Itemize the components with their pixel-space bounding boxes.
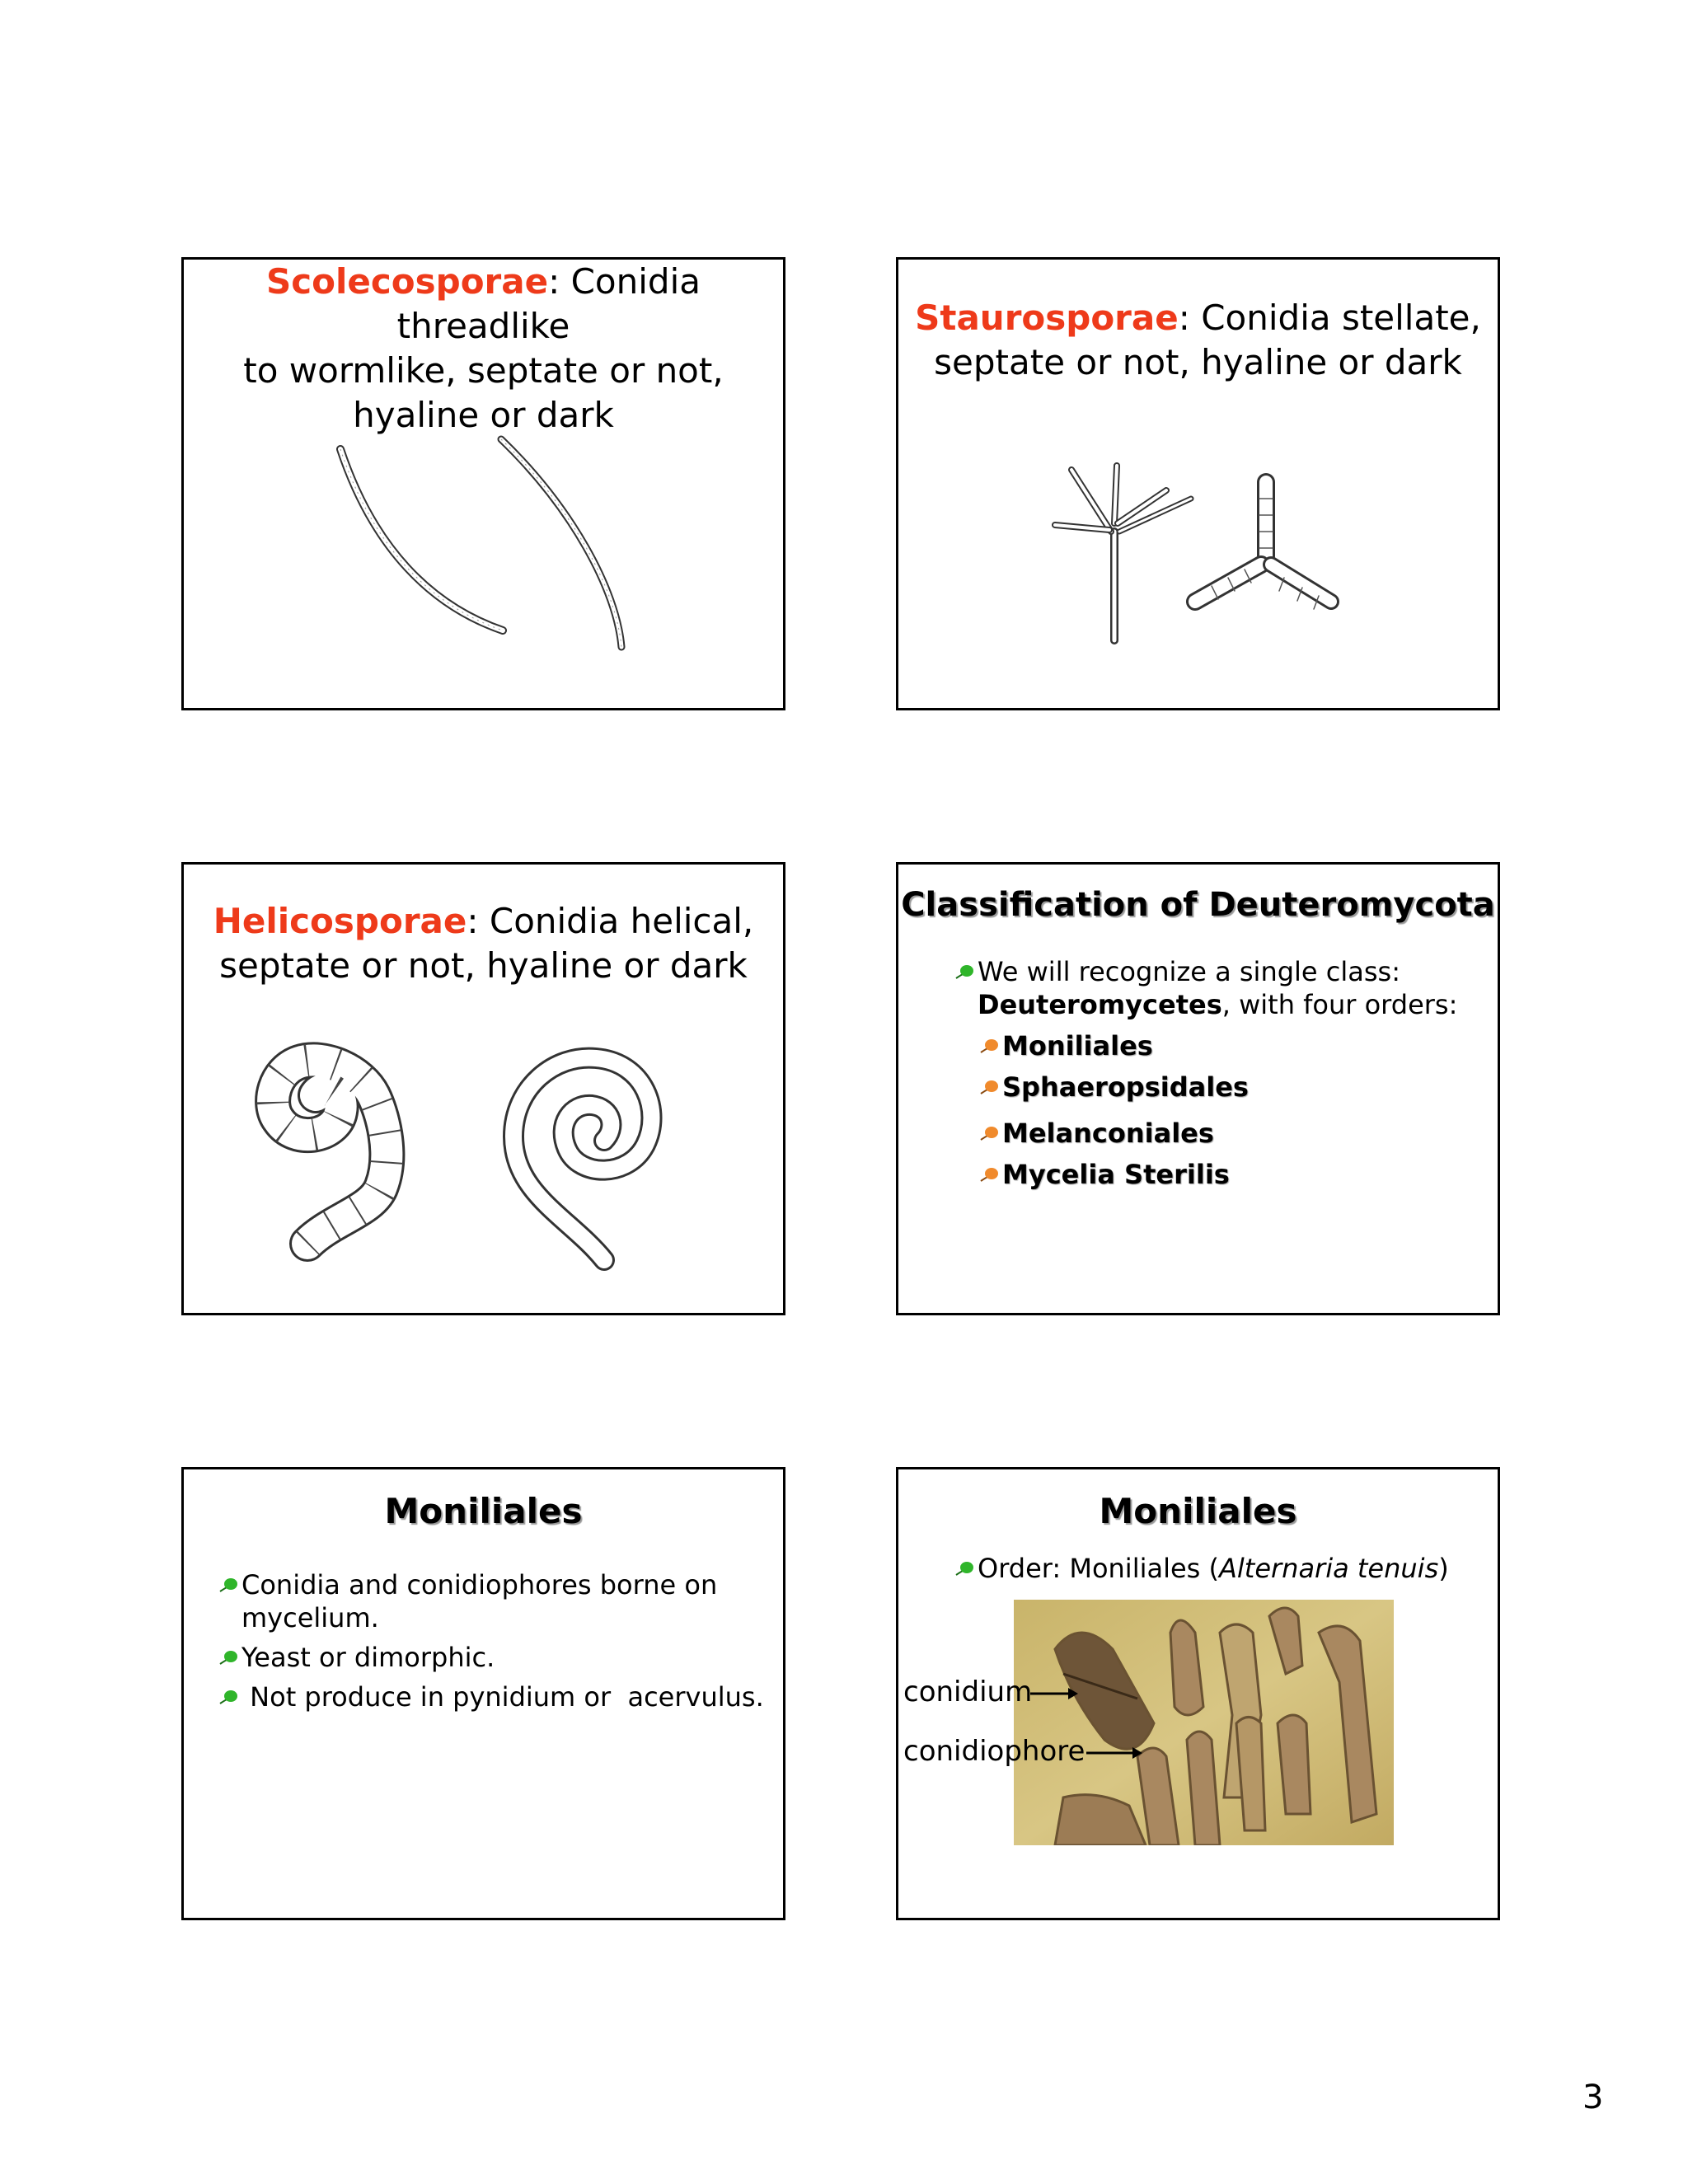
order-label: Mycelia Sterilis	[1002, 1159, 1230, 1190]
bullet-list	[954, 955, 1482, 1191]
bullet-list	[218, 1568, 762, 1713]
bullet-line-2-rest: , with four orders:	[1221, 989, 1458, 1020]
page-number: 3	[1582, 2079, 1604, 2116]
title-line-2: to wormlike, septate or not,	[243, 350, 724, 391]
slide-heading: Classification of Deuteromycota	[901, 886, 1495, 924]
slide-moniliales-1	[181, 1467, 785, 1920]
title-line-1: : Conidia stellate,	[1178, 298, 1481, 338]
green-bullet-icon	[954, 963, 974, 980]
order-label: Moniliales	[1002, 1030, 1153, 1062]
title-line-2: septate or not, hyaline or dark	[934, 342, 1462, 382]
title-line-1: : Conidia threadlike	[396, 261, 701, 346]
slide-heading: Moniliales	[384, 1491, 583, 1531]
bullet-item	[218, 1680, 762, 1713]
conidium-label	[903, 1675, 1032, 1708]
class-name: Deuteromycetes	[978, 989, 1222, 1020]
bullet-line: Yeast or dimorphic.	[241, 1642, 495, 1673]
threadlike-conidia-illustration	[184, 260, 788, 713]
bullet-item	[954, 955, 1482, 1021]
bullet-line: Conidia and conidiophores borne on	[241, 1569, 718, 1601]
species-name: Alternaria tenuis	[1218, 1553, 1439, 1584]
orange-bullet-icon	[979, 1038, 999, 1054]
orange-bullet-icon	[979, 1125, 999, 1141]
bullet-line-2	[978, 988, 1482, 1021]
bullet-item	[218, 1641, 762, 1674]
slide-heading: Moniliales	[1099, 1491, 1297, 1531]
title-line-2: septate or not, hyaline or dark	[219, 945, 748, 986]
order-item	[979, 1117, 1482, 1150]
order-label: Sphaeropsidales	[1002, 1071, 1249, 1103]
slide-moniliales-2	[896, 1467, 1500, 1920]
bullet-line: Not produce in pynidium or acervulus.	[241, 1681, 764, 1713]
helical-conidia-illustration	[184, 865, 788, 1318]
green-bullet-icon	[218, 1577, 238, 1593]
bullet-line-1: We will recognize a single class:	[978, 956, 1400, 987]
title-line-3: hyaline or dark	[353, 395, 614, 435]
green-bullet-icon	[218, 1649, 238, 1666]
order-label: Melanconiales	[1002, 1118, 1214, 1149]
slide-scolecosporae	[181, 257, 785, 710]
stellate-conidia-illustration	[898, 260, 1503, 713]
bullet-line: mycelium.	[241, 1602, 379, 1633]
bullet-suffix: )	[1438, 1553, 1449, 1584]
term-label: Staurosporae	[915, 298, 1179, 338]
green-bullet-icon	[954, 1560, 974, 1577]
term-label: Helicosporae	[213, 901, 467, 941]
conidiophore-label-text: conidiophore	[903, 1735, 1085, 1768]
conidiophore-label	[903, 1735, 1085, 1768]
title-line-1: : Conidia helical,	[467, 901, 754, 941]
slide-helicosporae	[181, 862, 785, 1315]
arrow-icon	[1086, 1745, 1144, 1761]
bullet-list	[954, 1552, 1482, 1585]
term-label: Scolecosporae	[266, 261, 549, 302]
arrow-icon	[1030, 1685, 1080, 1702]
slide-classification	[896, 862, 1500, 1315]
orange-bullet-icon	[979, 1079, 999, 1095]
bullet-prefix: Order: Moniliales (	[978, 1553, 1219, 1584]
orange-bullet-icon	[979, 1166, 999, 1183]
order-list	[979, 1029, 1482, 1191]
micrograph-photo	[1014, 1600, 1394, 1845]
order-item	[979, 1029, 1482, 1062]
slide-staurosporae	[896, 257, 1500, 710]
bullet-item	[954, 1552, 1482, 1585]
bullet-item	[218, 1568, 762, 1634]
green-bullet-icon	[218, 1689, 238, 1705]
conidium-label-text: conidium	[903, 1675, 1033, 1708]
order-item	[979, 1158, 1482, 1191]
order-item	[979, 1071, 1482, 1104]
